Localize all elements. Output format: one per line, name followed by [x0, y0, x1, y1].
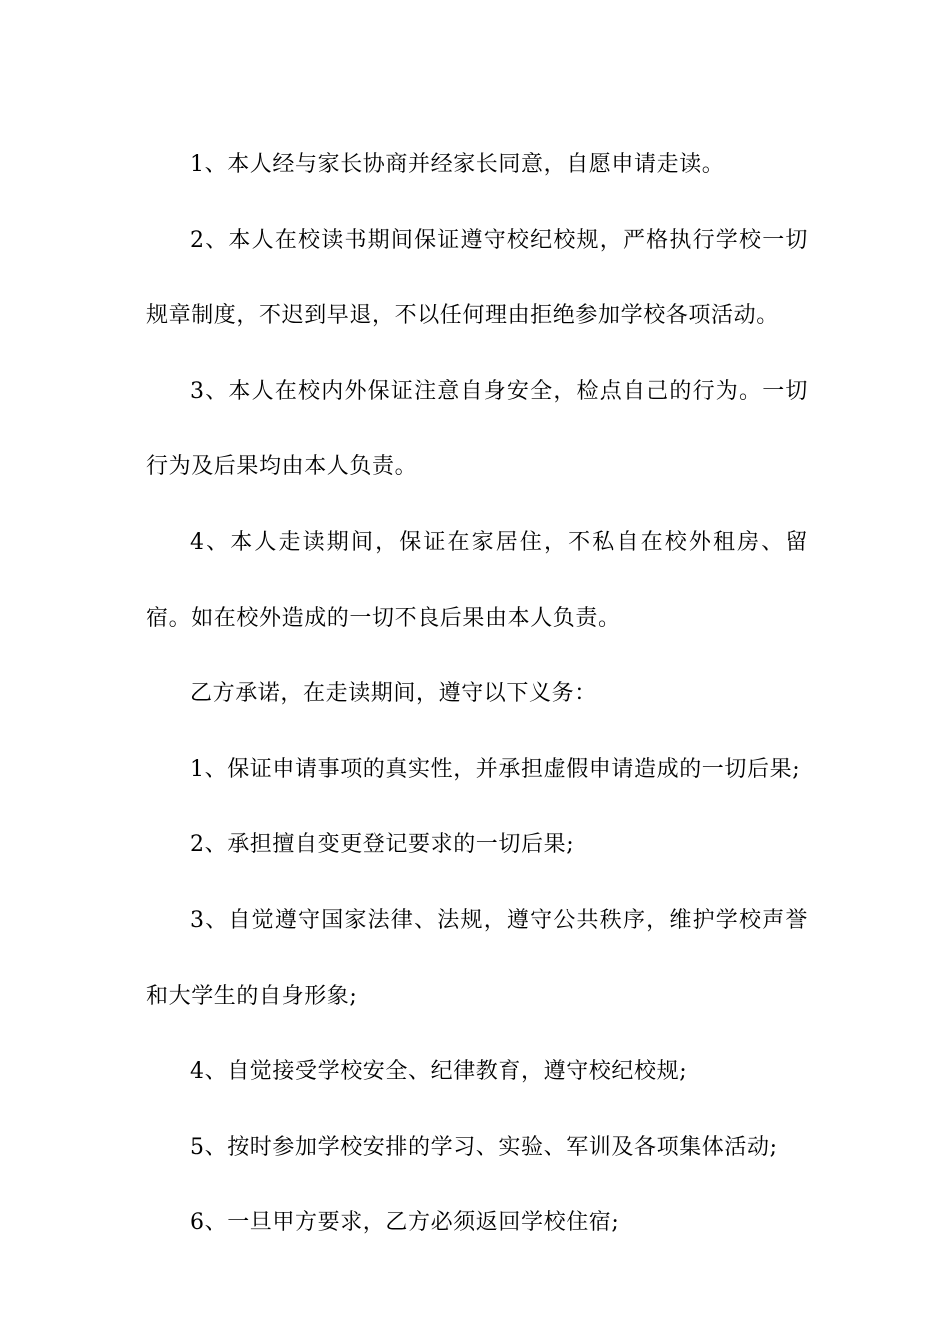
- obligation-1: 1、保证申请事项的真实性，并承担虚假申请造成的一切后果;: [190, 756, 801, 782]
- paragraph-3: 3、本人在校内外保证注意自身安全，检点自己的行为。一切行为及后果均由本人负责。: [146, 378, 808, 480]
- obligation-5: 5、按时参加学校安排的学习、实验、军训及各项集体活动;: [190, 1134, 778, 1160]
- obligation-6: 6、一旦甲方要求，乙方必须返回学校住宿;: [190, 1210, 620, 1236]
- obligation-4: 4、自觉接受学校安全、纪律教育，遵守校纪校规;: [190, 1059, 688, 1085]
- paragraph-4: 4、本人走读期间，保证在家居住，不私自在校外租房、留宿。如在校外造成的一切不良后果由本人负责。: [146, 529, 808, 631]
- obligation-3: 3、自觉遵守国家法律、法规，遵守公共秩序，维护学校声誉和大学生的自身形象;: [146, 907, 808, 1009]
- paragraph-1: 1、本人经与家长协商并经家长同意，自愿申请走读。: [190, 152, 725, 177]
- obligation-2: 2、承担擅自变更登记要求的一切后果;: [190, 832, 575, 858]
- document-body: [146, 127, 808, 1261]
- paragraph-2: 2、本人在校读书期间保证遵守校纪校规，严格执行学校一切规章制度，不迟到早退，不以任何理由拒绝参加学校各项活动。: [146, 227, 808, 329]
- party-b-commitment-heading: 乙方承诺，在走读期间，遵守以下义务：: [190, 681, 597, 707]
